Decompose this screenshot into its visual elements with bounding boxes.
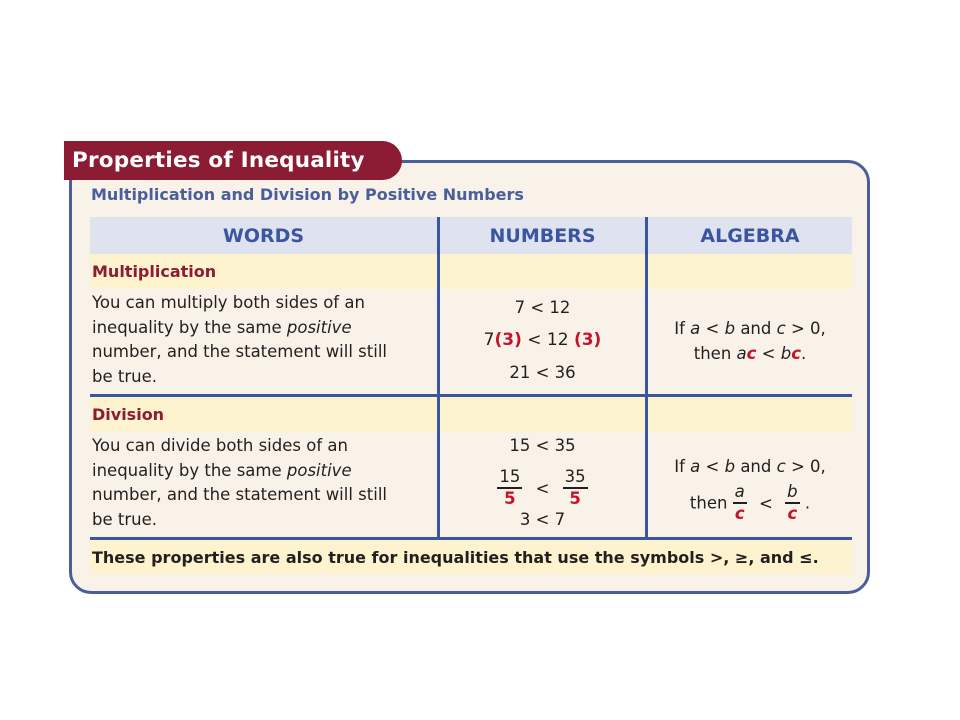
div-numbers-fractions: $\frac{15}{5}$ < $\frac{35}{5}$ bbox=[499, 467, 586, 508]
div-algebra-line1: If a < b and c > 0, bbox=[674, 457, 826, 476]
div-algebra-line2: then $\frac{a}{c}$ < $\frac{b}{c}$ . bbox=[689, 482, 811, 523]
mult-band-algebra bbox=[648, 254, 852, 289]
panel-title: Properties of Inequality bbox=[72, 148, 365, 173]
panel-subtitle: Multiplication and Division by Positive Numbers bbox=[91, 185, 524, 204]
div-band-algebra bbox=[648, 397, 852, 432]
mult-numbers-line3: 21 < 36 bbox=[509, 363, 576, 382]
division-label: Division bbox=[92, 405, 165, 424]
multiplication-label: Multiplication bbox=[92, 262, 217, 281]
fraction-15-over-5: $\frac{15}{5}$ bbox=[499, 467, 521, 508]
mult-numbers-line2: 7(3) < 12 (3) bbox=[483, 330, 602, 350]
fraction-a-over-c: $\frac{a}{c}$ bbox=[734, 482, 745, 523]
header-numbers: NUMBERS bbox=[440, 217, 645, 254]
div-numbers-line3: 3 < 7 bbox=[519, 510, 566, 529]
footer-note: These properties are also true for inequalities that use the symbols >, ≥, and ≤. bbox=[90, 540, 852, 574]
mult-band-numbers bbox=[440, 254, 645, 289]
division-words: You can divide both sides of an inequality by the same positive number, and the statement will still be true. bbox=[92, 436, 388, 529]
mult-algebra-line1: If a < b and c > 0, bbox=[674, 319, 826, 338]
title-banner bbox=[64, 141, 402, 180]
column-divider-1 bbox=[437, 217, 440, 537]
mult-numbers-line1: 7 < 12 bbox=[514, 298, 571, 317]
column-divider-2 bbox=[645, 217, 648, 537]
fraction-b-over-c: $\frac{b}{c}$ bbox=[787, 482, 798, 523]
div-band-numbers bbox=[440, 397, 645, 432]
header-words: WORDS bbox=[90, 217, 437, 254]
mult-algebra-line2: then ac < bc. bbox=[693, 344, 807, 363]
multiplication-words: You can multiply both sides of an inequality by the same positive number, and the statement will still be true. bbox=[92, 293, 388, 386]
div-numbers-line1: 15 < 35 bbox=[509, 436, 576, 455]
header-algebra: ALGEBRA bbox=[648, 217, 852, 254]
fraction-35-over-5: $\frac{35}{5}$ bbox=[564, 467, 586, 508]
